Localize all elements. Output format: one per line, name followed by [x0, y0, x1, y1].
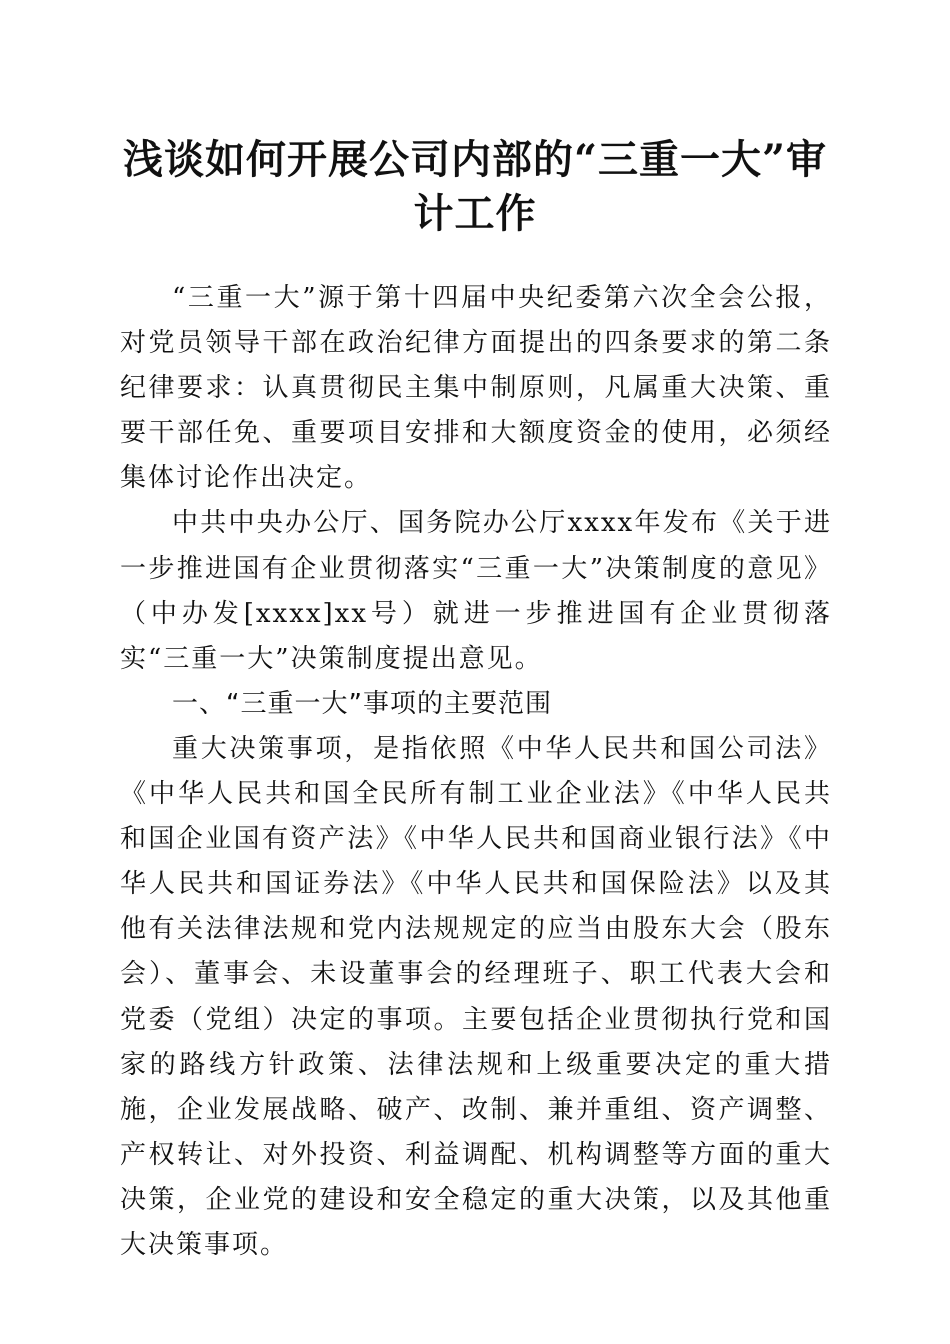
section-heading: 一、“三重一大”事项的主要范围	[172, 688, 552, 719]
paragraph-origin: “三重一大”源于第十四届中央纪委第六次全会公报，对党员领导干部在政治纪律方面提出的四条要求的第二条纪律要求：认真贯彻民主集中制原则，凡属重大决策、重要干部任免、重要项目安排和大额度资金的使用，必须经集体讨论作出决定。	[120, 283, 832, 494]
document-title: 浅谈如何开展公司内部的“三重一大”审计工作	[122, 136, 827, 237]
paragraph-opinion: 中共中央办公厅、国务院办公厅xxxx年发布《关于进一步推进国有企业贯彻落实“三重一大”决策制度的意见》（中办发[xxxx]xx号）就进一步推进国有企业贯彻落实“三重一大”决策制度提出意见。	[120, 508, 832, 674]
document-body	[120, 276, 832, 1268]
paragraph-major-decisions: 重大决策事项，是指依照《中华人民共和国公司法》《中华人民共和国全民所有制工业企业法》《中华人民共和国企业国有资产法》《中华人民共和国商业银行法》《中华人民共和国证券法》《中华人民共和国保险法》以及其他有关法律法规和党内法规规定的应当由股东大会（股东会）、董事会、未设董事会的经理班子、职工代表大会和党委（党组）决定的事项。主要包括企业贯彻执行党和国家的路线方针政策、法律法规和上级重要决定的重大措施，企业发展战略、破产、改制、兼并重组、资产调整、产权转让、对外投资、利益调配、机构调整等方面的重大决策，企业党的建设和安全稳定的重大决策，以及其他重大决策事项。	[120, 733, 832, 1260]
